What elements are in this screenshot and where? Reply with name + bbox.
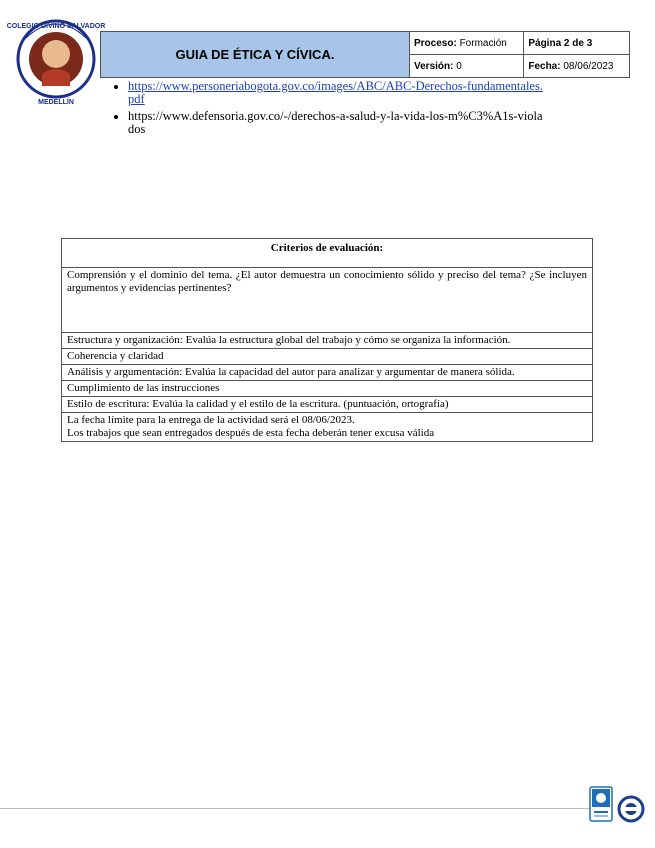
date-label: Fecha: <box>528 60 561 72</box>
version-cell <box>410 55 524 78</box>
process-value: Formación <box>459 37 507 49</box>
list-item <box>128 80 548 106</box>
defensoria-link[interactable]: https://www.defensoria.gov.co/-/derechos-a-salud-y-la-vida-los-m%C3%A1s-violados <box>128 109 543 136</box>
evaluation-criteria-table <box>61 238 593 442</box>
version-value: 0 <box>456 60 462 72</box>
logo-text: COLEGIO DIVINO SALVADOR <box>6 23 106 30</box>
table-row: Estructura y organización: Evalúa la estructura global del trabajo y cómo se organiza la información. <box>62 333 593 349</box>
table-row: Análisis y argumentación: Evalúa la capacidad del autor para analizar y argumentar de manera sólida. <box>62 365 593 381</box>
deadline-line: La fecha límite para la entrega de la actividad será el 08/06/2023. <box>67 414 355 426</box>
date-cell <box>524 55 630 78</box>
date-value: 08/06/2023 <box>563 60 614 72</box>
process-label: Proceso: <box>414 37 457 49</box>
school-seal-logo <box>6 14 106 106</box>
certification-badges-icon <box>589 785 645 825</box>
criteria-title: Criterios de evaluación: <box>62 239 593 268</box>
table-row: Comprensión y el dominio del tema. ¿El autor demuestra un conocimiento sólido y preciso del tema? ¿Se incluyen argumentos y evidencias pertinentes? <box>62 268 593 333</box>
document-title: GUIA DE ÉTICA Y CÍVICA. <box>101 32 410 78</box>
logo-city: MEDELLÍN <box>38 99 74 106</box>
table-row: Coherencia y claridad <box>62 349 593 365</box>
list-item <box>128 110 548 136</box>
table-row: Estilo de escritura: Evalúa la calidad y el estilo de la escritura. (puntuación, ortografía) <box>62 397 593 413</box>
version-label: Versión: <box>414 60 454 72</box>
process-cell <box>410 32 524 55</box>
table-row: Cumplimiento de las instrucciones <box>62 381 593 397</box>
personeria-link[interactable]: https://www.personeriabogota.gov.co/images/ABC/ABC-Derechos-fundamentales.pdf <box>128 79 543 106</box>
page-number: Página 2 de 3 <box>524 32 630 55</box>
footer-divider <box>0 808 590 809</box>
deadline-note: Los trabajos que sean entregados después de esta fecha deberán tener excusa válida <box>67 427 435 439</box>
reference-links <box>108 80 548 140</box>
deadline-row <box>62 413 593 442</box>
document-header <box>100 31 630 78</box>
